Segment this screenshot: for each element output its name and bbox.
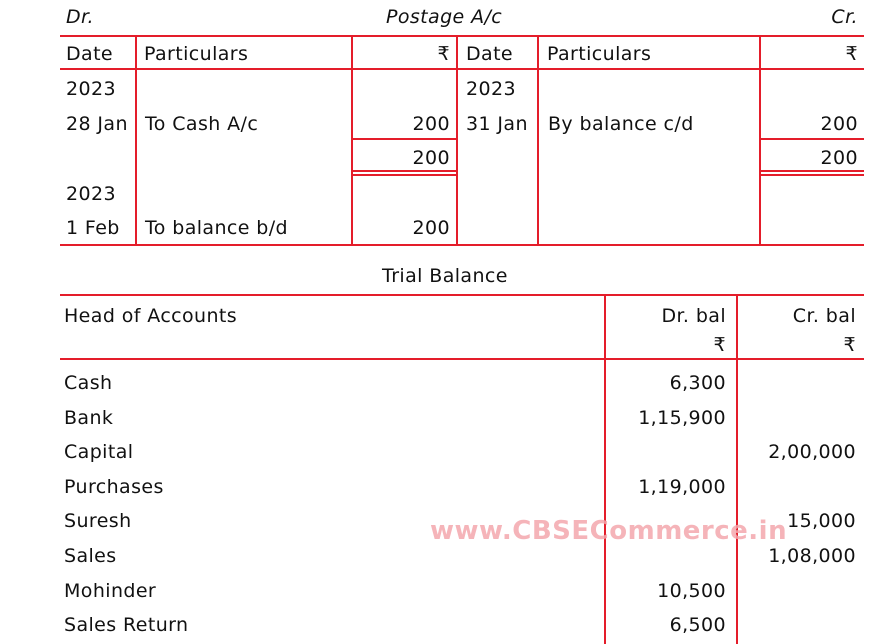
tb-top-rule: [60, 294, 864, 296]
ledger-col-rule-2: [351, 35, 353, 246]
site-watermark: www.CBSECommerce.in: [430, 516, 788, 546]
tb-account-name: Suresh: [64, 510, 132, 532]
debit-date-1: 28 Jan: [66, 113, 128, 135]
debit-date-header: Date: [66, 43, 114, 65]
debit-total: 200: [412, 147, 450, 169]
credit-year-1: 2023: [466, 78, 516, 100]
credit-total-rule-double-1: [760, 170, 864, 172]
ledger-col-rule-4: [537, 35, 539, 246]
tb-account-name: Sales Return: [64, 614, 189, 636]
tb-cr-amount: 1,08,000: [768, 545, 856, 567]
tb-cr-header: Cr. bal: [792, 305, 856, 327]
debit-year-1: 2023: [66, 78, 116, 100]
credit-amount-1: 200: [820, 113, 858, 135]
debit-total-rule-double-1: [353, 170, 457, 172]
tb-account-name: Cash: [64, 372, 113, 394]
debit-particulars-header: Particulars: [144, 43, 249, 65]
ledger-col-rule-5: [759, 35, 761, 246]
tb-cr-amount: 2,00,000: [768, 441, 856, 463]
credit-particulars-1: By balance c/d: [548, 113, 694, 135]
tb-account-name: Bank: [64, 407, 114, 429]
tb-dr-amount: 10,500: [657, 580, 726, 602]
credit-total: 200: [820, 147, 858, 169]
tb-dr-amount: 1,15,900: [638, 407, 726, 429]
ledger-bottom-rule: [60, 244, 864, 246]
tb-cr-amount: 15,000: [787, 510, 856, 532]
dr-label: Dr.: [66, 6, 94, 28]
debit-particulars-1: To Cash A/c: [145, 113, 259, 135]
tb-header-rule: [60, 358, 864, 360]
credit-particulars-header: Particulars: [547, 43, 652, 65]
ledger-col-rule-1: [135, 35, 137, 246]
debit-amount-2: 200: [412, 217, 450, 239]
credit-amount-header: ₹: [845, 43, 858, 65]
tb-account-name: Sales: [64, 545, 117, 567]
debit-total-rule-double-2: [353, 174, 457, 176]
tb-dr-header: Dr. bal: [661, 305, 726, 327]
cr-label: Cr.: [831, 6, 858, 28]
credit-date-1: 31 Jan: [466, 113, 528, 135]
debit-date-2: 1 Feb: [66, 217, 120, 239]
tb-account-name: Mohinder: [64, 580, 157, 602]
credit-date-header: Date: [466, 43, 514, 65]
debit-total-rule-top: [353, 138, 457, 140]
debit-particulars-2: To balance b/d: [145, 217, 289, 239]
tb-account-name: Purchases: [64, 476, 164, 498]
tb-dr-amount: 6,300: [669, 372, 726, 394]
tb-head-header: Head of Accounts: [64, 305, 238, 327]
debit-amount-1: 200: [412, 113, 450, 135]
ledger-header-rule: [60, 68, 864, 70]
debit-year-2: 2023: [66, 183, 116, 205]
debit-amount-header: ₹: [437, 43, 450, 65]
tb-dr-amount: 1,19,000: [638, 476, 726, 498]
credit-total-rule-top: [760, 138, 864, 140]
tb-account-name: Capital: [64, 441, 134, 463]
tb-col-rule-1: [604, 294, 606, 644]
ledger-top-rule: [60, 35, 864, 37]
credit-total-rule-double-2: [760, 174, 864, 176]
tb-col-rule-2: [736, 294, 738, 644]
trial-balance-title: Trial Balance: [382, 265, 508, 287]
ledger-col-rule-3: [456, 35, 458, 246]
tb-cr-unit: ₹: [843, 334, 856, 356]
tb-dr-amount: 6,500: [669, 614, 726, 636]
tb-dr-unit: ₹: [713, 334, 726, 356]
ledger-title: Postage A/c: [386, 6, 503, 28]
